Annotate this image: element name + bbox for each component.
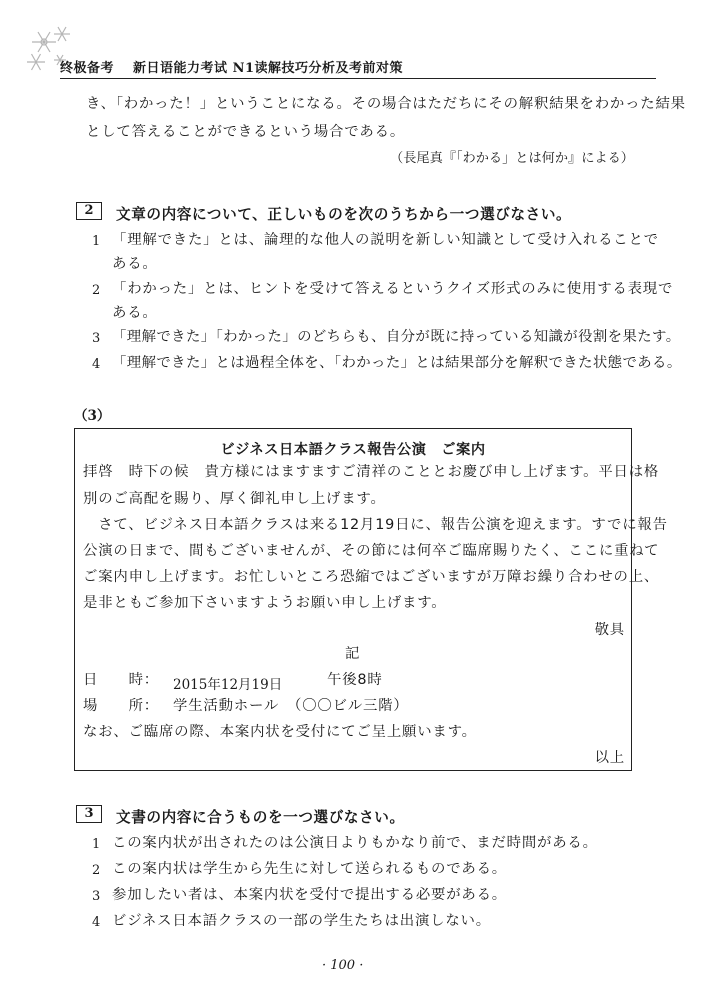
option-text: ある。 (112, 256, 158, 272)
option-number: 4 (92, 915, 101, 930)
place-label: 場 所： (83, 698, 159, 714)
notice-title: ビジネス日本語クラス報告公演 ご案内 (220, 442, 486, 458)
option-text: ビジネス日本語クラスの一部の学生たちは出演しない。 (112, 913, 491, 929)
option-text: 「理解できた」とは過程全体を、「わかった」とは結果部分を解釈できた状態である。 (112, 355, 682, 371)
notice-line: 是非ともご参加下さいますようお願い申し上げます。 (83, 595, 447, 611)
option-number: 2 (92, 283, 101, 298)
passage-line: として答えることができるという場合である。 (86, 124, 406, 140)
series-label: 终极备考 (60, 61, 115, 76)
page-number: · 100 · (322, 958, 364, 973)
option-text: この案内状は学生から先生に対して送られるものである。 (112, 861, 507, 877)
notice-line: 拝啓 時下の候 貴方様にはますますご清祥のこととお慶び申し上げます。平日は格 (83, 464, 660, 480)
question-prompt: 文章の内容について、正しいものを次のうちから一つ選びなさい。 (116, 206, 572, 223)
notice-ki: 記 (345, 646, 361, 662)
option-text: 参加したい者は、本案内状を受付で提出する必要がある。 (112, 887, 507, 903)
option-number: 2 (92, 863, 101, 878)
time-value: 午後8時 (327, 672, 383, 688)
notice-line: 公演の日まで、間もございませんが、その節には何卒ご臨席賜りたく、ここに重ねて (83, 543, 660, 559)
notice-line: ご案内申し上げます。お忙しいところ恐縮ではございますが万障お繰り合わせの上、 (83, 569, 660, 585)
notice-note: なお、ご臨席の際、本案内状を受付にてご呈上願います。 (83, 724, 477, 740)
question-number-box: 2 (76, 202, 102, 220)
option-number: 1 (92, 837, 101, 852)
option-text: この案内状が出されたのは公演日よりもかなり前で、まだ時間がある。 (112, 835, 598, 851)
passage-line: き、「わかった！」ということになる。その場合はただちにその解釈結果をわかった結果 (86, 96, 686, 112)
invitation-notice-box (74, 428, 668, 771)
section-label: （3） (74, 408, 111, 424)
notice-end: 以上 (594, 750, 625, 766)
option-number: 1 (92, 234, 101, 249)
question-prompt: 文書の内容に合うものを一つ選びなさい。 (116, 809, 405, 826)
running-header (60, 57, 417, 76)
option-text: ある。 (112, 305, 158, 321)
book-title: 新日语能力考试 N1读解技巧分析及考前对策 (133, 61, 404, 76)
option-text: 「理解できた」「わかった」のどちらも、自分が既に持っている知識が役割を果たす。 (112, 329, 681, 345)
header-rule (60, 78, 656, 79)
date-label: 日 時： (83, 672, 159, 688)
question-number-box: 3 (76, 805, 102, 823)
passage-source: （長尾真『「わかる」とは何か』による） (390, 151, 634, 166)
place-value: 学生活動ホール （〇〇ビル三階） (173, 698, 409, 714)
option-text: 「理解できた」とは、論理的な他人の説明を新しい知識として受け入れることで (112, 232, 659, 248)
option-number: 3 (92, 889, 101, 904)
option-number: 4 (92, 357, 101, 372)
option-text: 「わかった」とは、ヒントを受けて答えるというクイズ形式のみに使用する表現で (112, 281, 674, 297)
notice-line: さて、ビジネス日本語クラスは来る12月19日に、報告公演を迎えます。すでに報告 (83, 517, 668, 533)
notice-closing: 敬具 (594, 622, 625, 638)
date-value: 2015年12月19日 (173, 677, 283, 693)
option-number: 3 (92, 331, 101, 346)
notice-line: 別のご高配を賜り、厚く御礼申し上げます。 (83, 491, 386, 507)
